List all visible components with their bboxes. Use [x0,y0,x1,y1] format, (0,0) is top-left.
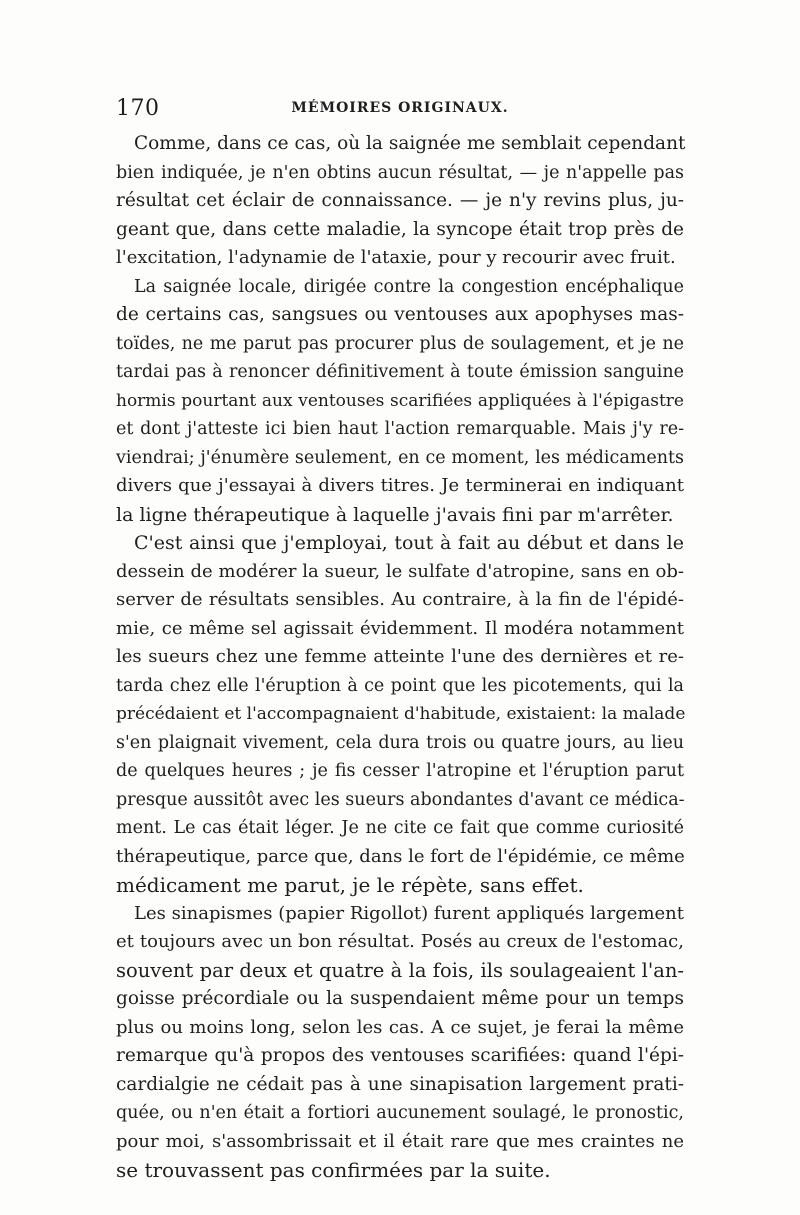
text-line: de certains cas, sangsues ou ventouses aux apophyses mas- [116,304,684,325]
text-line: tarda chez elle l'éruption à ce point que les picotements, qui la [116,675,684,696]
text-line: pour moi, s'assombrissait et il était rare que mes craintes ne [116,1130,684,1152]
text-line: l'excitation, l'adynamie de l'ataxie, pour y recourir avec fruit. [116,247,676,268]
text-line: toïdes, ne me parut pas procurer plus de soulagement, et je ne [116,333,684,354]
text-line: résultat cet éclair de connaissance. — je n'y revins plus, ju- [116,190,684,211]
text-line: tardai pas à renoncer définitivement à toute émission sanguine [116,362,684,382]
text-line: plus ou moins long, selon les cas. A ce sujet, je ferai la même [116,1016,684,1038]
text-line: presque aussitôt avec les sueurs abondantes d'avant ce médica- [116,789,685,810]
text-line: et dont j'atteste ici bien haut l'action remarquable. Mais j'y re- [116,419,684,439]
text-line: de quelques heures ; je fis cesser l'atropine et l'éruption parut [116,761,684,781]
text-line: ment. Le cas était léger. Je ne cite ce fait que comme curiosité [116,818,684,838]
text-line: viendrai; j'énumère seulement, en ce moment, les médicaments [116,447,684,468]
text-line: dessein de modérer la sueur, le sulfate d'atropine, sans en ob- [116,560,684,582]
text-line: server de résultats sensibles. Au contraire, à la fin de l'épidé- [116,589,684,610]
text-line: quée, ou n'en était a fortiori aucunement soulagé, le pronostic, [116,1103,684,1123]
text-line: souvent par deux et quatre à la fois, ils soulageaient l'an- [116,958,684,982]
body-text [116,130,684,1185]
text-line: Les sinapismes (papier Rigollot) furent appliqués largement [134,902,684,924]
running-title: MÉMOIRES ORIGINAUX. [291,100,509,116]
text-line: mie, ce même sel agissait évidemment. Il modéra notamment [116,617,684,639]
text-line: s'en plaignait vivement, cela dura trois ou quatre jours, au lieu [116,732,684,753]
page-number: 170 [116,96,160,121]
text-line: hormis pourtant aux ventouses scarifiées appliquées à l'épigastre [116,390,684,411]
text-line: et toujours avec un bon résultat. Posés au creux de l'estomac, [116,931,684,952]
text-line: divers que j'essayai à divers titres. Je terminerai en indiquant [116,475,684,496]
text-line: Comme, dans ce cas, où la saignée me semblait cependant [134,133,686,154]
text-line: la ligne thérapeutique à laquelle j'avais fini par m'arrêter. [116,503,674,526]
text-line: cardialgie ne cédait pas à une sinapisation largement prati- [116,1073,684,1095]
text-line: goisse précordiale ou la suspendaient même pour un temps [116,988,684,1009]
text-line: bien indiquée, je n'en obtins aucun résultat, — je n'appelle pas [116,162,684,183]
text-line: thérapeutique, parce que, dans le fort de l'épidémie, ce même [116,845,685,867]
text-line: La saignée locale, dirigée contre la congestion encéphalique [134,276,684,297]
text-line: remarque qu'à propos des ventouses scarifiées: quand l'épi- [116,1045,684,1066]
text-line: les sueurs chez une femme atteinte l'une des dernières et re- [116,646,684,667]
text-line: précédaient et l'accompagnaient d'habitude, existaient: la malade [116,704,686,724]
text-line: geant que, dans cette maladie, la syncope était trop près de [116,218,684,240]
text-line: C'est ainsi que j'employai, tout à fait au début et dans le [134,532,684,554]
text-line: médicament me parut, je le répète, sans effet. [116,873,584,897]
page-header [116,96,684,124]
text-line: se trouvassent pas confirmées par la suite. [116,1158,551,1182]
